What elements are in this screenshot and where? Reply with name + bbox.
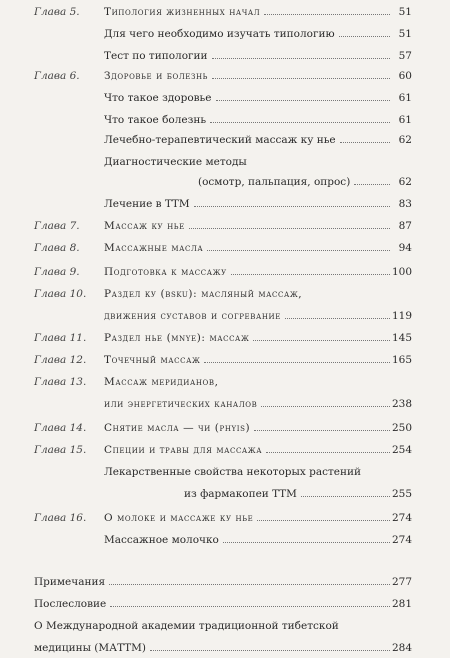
- page-number: 62: [398, 176, 412, 188]
- dot-leader: [253, 340, 390, 341]
- page-number: 255: [391, 488, 412, 500]
- entry-title: Подготовка к массажу: [104, 266, 227, 278]
- chapter-number: Глава 12.: [34, 354, 87, 366]
- page-number: 83: [398, 198, 412, 210]
- toc-entry: [0, 394, 450, 414]
- chapter-number: Глава 15.: [34, 444, 87, 456]
- page-number: 51: [398, 6, 412, 18]
- page-number: 61: [398, 114, 412, 126]
- chapter-number: Глава 16.: [34, 512, 87, 524]
- entry-title: Примечания: [34, 576, 106, 588]
- dot-leader: [212, 78, 390, 79]
- toc-entry: [0, 130, 450, 150]
- toc-entry: [0, 372, 450, 392]
- dot-leader: [257, 520, 390, 521]
- entry-title: или энергетических каналов: [104, 398, 258, 410]
- entry-title: Типология жизненных начал: [104, 6, 261, 18]
- toc-entry: [0, 194, 450, 214]
- dot-leader: [150, 650, 390, 651]
- entry-title: (осмотр, пальпация, опрос): [198, 176, 351, 188]
- entry-title: движения суставов и согревание: [104, 310, 281, 322]
- page-number: 165: [391, 354, 412, 366]
- toc-entry: [0, 2, 450, 22]
- entry-title: Массаж меридианов,: [104, 376, 219, 388]
- page-number: 281: [391, 598, 412, 610]
- toc-entry: [0, 462, 450, 482]
- page-number: 61: [398, 92, 412, 104]
- toc-entry: [0, 484, 450, 504]
- chapter-number: Глава 14.: [34, 422, 87, 434]
- page-number: 277: [391, 576, 412, 588]
- entry-title: Лечение в ТТМ: [104, 198, 190, 210]
- page-number: 274: [391, 512, 412, 524]
- dot-leader: [223, 542, 390, 543]
- page-number: 274: [391, 534, 412, 546]
- dot-leader: [210, 122, 390, 123]
- entry-title: Массажные масла: [104, 242, 204, 254]
- toc-entry: [0, 110, 450, 130]
- dot-leader: [261, 406, 390, 407]
- toc-entry: [0, 24, 450, 44]
- page-number: 62: [398, 134, 412, 146]
- page-number: 284: [391, 642, 412, 654]
- dot-leader: [204, 362, 390, 363]
- toc-entry: [0, 350, 450, 370]
- page-number: 60: [398, 70, 412, 82]
- chapter-number: Глава 9.: [34, 266, 80, 278]
- entry-title: Снятие масла — чи (phyis): [104, 422, 251, 434]
- entry-title: Что такое здоровье: [104, 92, 212, 104]
- toc-entry: [0, 306, 450, 326]
- page-number: 100: [391, 266, 412, 278]
- page-number: 51: [398, 28, 412, 40]
- toc-entry: [0, 572, 450, 592]
- toc-entry: [0, 66, 450, 86]
- toc-entry: [0, 88, 450, 108]
- entry-title: Раздел нье (mnye): массаж: [104, 332, 250, 344]
- entry-title: Диагностические методы: [104, 156, 247, 168]
- entry-title: Раздел ку (bsku): масляный массаж,: [104, 288, 303, 300]
- chapter-number: Глава 13.: [34, 376, 87, 388]
- entry-title: Послесловие: [34, 598, 107, 610]
- dot-leader: [216, 100, 391, 101]
- entry-title: медицины (МАТТМ): [34, 642, 146, 654]
- page-number: 145: [391, 332, 412, 344]
- entry-title: Лечебно-терапевтический массаж ку нье: [104, 134, 336, 146]
- chapter-number: Глава 11.: [34, 332, 87, 344]
- dot-leader: [109, 584, 390, 585]
- toc-entry: [0, 508, 450, 528]
- toc-entry: [0, 46, 450, 66]
- entry-title: Массажное молочко: [104, 534, 219, 546]
- entry-title: Лекарственные свойства некоторых растений: [104, 466, 361, 478]
- toc-entry: [0, 530, 450, 550]
- toc-entry: [0, 638, 450, 658]
- dot-leader: [212, 58, 390, 59]
- page-number: 57: [398, 50, 412, 62]
- toc-entry: [0, 238, 450, 258]
- entry-title: Тест по типологии: [104, 50, 208, 62]
- entry-title: О Международной академии традиционной тибетской: [34, 620, 339, 632]
- dot-leader: [231, 274, 390, 275]
- entry-title: Специи и травы для массажа: [104, 444, 263, 456]
- toc-entry: [0, 440, 450, 460]
- entry-title: Для чего необходимо изучать типологию: [104, 28, 335, 40]
- toc-entry: [0, 172, 450, 192]
- chapter-number: Глава 10.: [34, 288, 87, 300]
- entry-title: Здоровье и болезнь: [104, 70, 208, 82]
- entry-title: Что такое болезнь: [104, 114, 207, 126]
- entry-title: Точечный массаж: [104, 354, 201, 366]
- toc-entry: [0, 284, 450, 304]
- toc-entry: [0, 216, 450, 236]
- toc-entry: [0, 616, 450, 636]
- chapter-number: Глава 7.: [34, 220, 80, 232]
- page-number: 119: [391, 310, 412, 322]
- entry-title: О молоке и массаже ку нье: [104, 512, 254, 524]
- dot-leader: [254, 430, 390, 431]
- toc-entry: [0, 328, 450, 348]
- toc-entry: [0, 152, 450, 172]
- dot-leader: [110, 606, 390, 607]
- page-number: 94: [398, 242, 412, 254]
- dot-leader: [189, 228, 390, 229]
- page-number: 254: [391, 444, 412, 456]
- dot-leader: [207, 250, 390, 251]
- page-number: 87: [398, 220, 412, 232]
- chapter-number: Глава 5.: [34, 6, 80, 18]
- toc-entry: [0, 594, 450, 614]
- entry-title: из фармакопеи ТТМ: [184, 488, 297, 500]
- toc-entry: [0, 262, 450, 282]
- chapter-number: Глава 6.: [34, 70, 80, 82]
- dot-leader: [194, 206, 390, 207]
- page-number: 238: [391, 398, 412, 410]
- entry-title: Массаж ку нье: [104, 220, 185, 232]
- page-number: 250: [391, 422, 412, 434]
- toc-entry: [0, 418, 450, 438]
- chapter-number: Глава 8.: [34, 242, 80, 254]
